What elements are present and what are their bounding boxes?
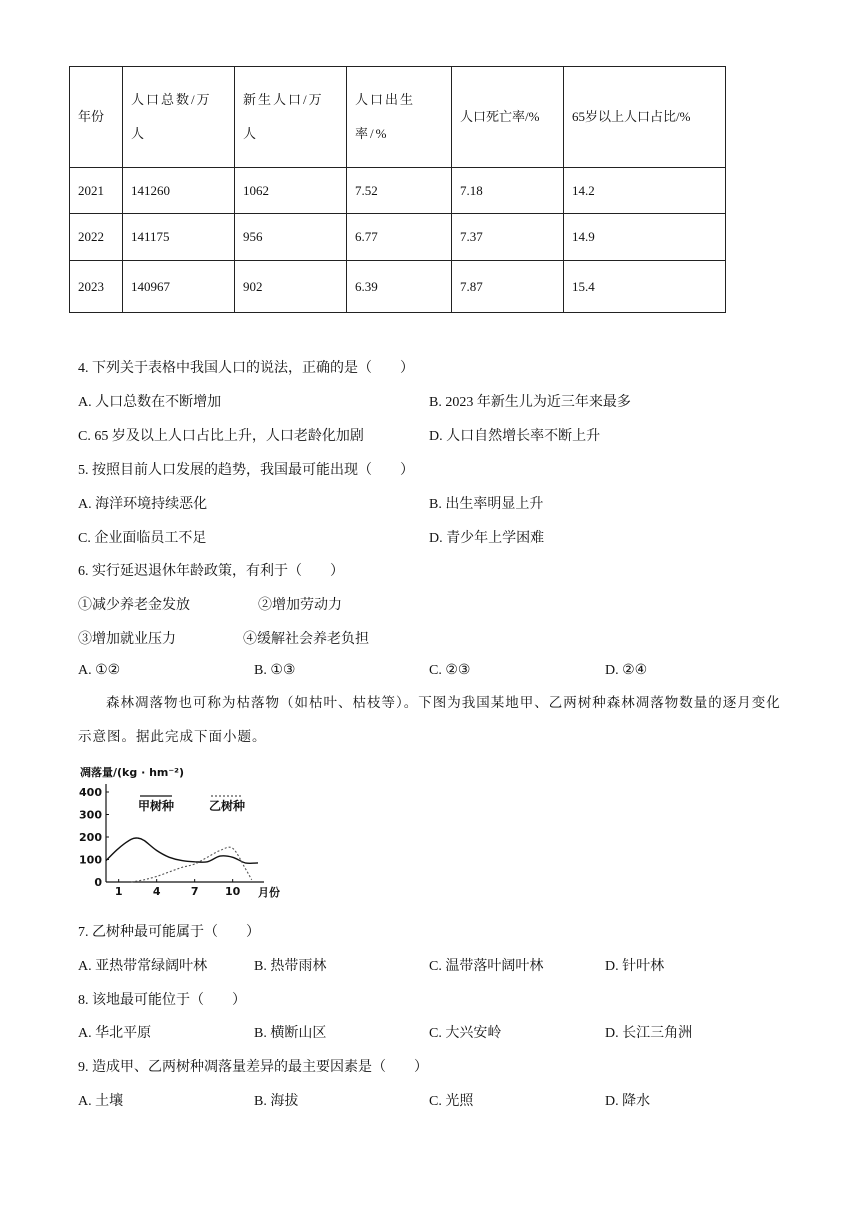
chart-series-line-jia (106, 838, 258, 863)
litterfall-chart (72, 762, 304, 900)
litterfall-chart-svg (72, 762, 304, 900)
table-cell: 6.39 (347, 261, 452, 313)
question-4-option-a: A. 人口总数在不断增加 (78, 395, 222, 410)
question-7-stem: 7. 乙树种最可能属于（ ） (78, 925, 260, 940)
chart-y-tick-label: 100 (79, 853, 102, 867)
table-cell: 902 (235, 261, 347, 313)
question-9-stem: 9. 造成甲、乙两树种凋落量差异的最主要因素是（ ） (78, 1060, 428, 1075)
question-7-option-c: C. 温带落叶阔叶林 (429, 959, 544, 974)
chart-y-tick-label: 200 (79, 831, 102, 844)
question-5-option-a: A. 海洋环境持续恶化 (78, 497, 208, 512)
question-6-item-2: ②增加劳动力 (258, 598, 342, 613)
question-6-stem: 6. 实行延迟退休年龄政策，有利于（ ） (78, 564, 344, 579)
chart-y-axis-label: 凋落量/(kg · hm⁻²) (80, 766, 185, 779)
table-cell: 7.87 (452, 261, 564, 313)
table-row (70, 214, 726, 261)
table-cell: 141175 (123, 214, 235, 261)
question-7-option-a: A. 亚热带常绿阔叶林 (78, 959, 208, 974)
question-8-option-a: A. 华北平原 (78, 1026, 152, 1041)
chart-x-tick-label: 1 (114, 885, 123, 898)
question-8-stem: 8. 该地最可能位于（ ） (78, 993, 246, 1008)
question-9-option-d: D. 降水 (605, 1094, 651, 1109)
question-9-option-a: A. 土壤 (78, 1094, 124, 1109)
question-4-option-b: B. 2023 年新生儿为近三年来最多 (429, 395, 631, 410)
table-cell: 2023 (70, 261, 123, 313)
table-cell: 7.37 (452, 214, 564, 261)
table-header-row (70, 67, 726, 168)
chart-series-group (106, 838, 258, 882)
table-cell: 14.2 (564, 168, 726, 214)
table-cell: 1062 (235, 168, 347, 214)
table-cell: 141260 (123, 168, 235, 214)
question-9-option-b: B. 海拔 (254, 1094, 299, 1109)
question-6-option-b: B. ①③ (254, 663, 296, 678)
population-table (69, 66, 726, 313)
question-4-option-d: D. 人口自然增长率不断上升 (429, 429, 601, 444)
question-9-option-c: C. 光照 (429, 1094, 474, 1109)
question-6-option-d: D. ②④ (605, 663, 648, 678)
question-4-stem: 4. 下列关于表格中我国人口的说法，正确的是（ ） (78, 361, 414, 376)
table-cell: 15.4 (564, 261, 726, 313)
header-cell-birth-rate: 人口出生率/% (347, 67, 452, 168)
question-5-stem: 5. 按照目前人口发展的趋势，我国最可能出现（ ） (78, 463, 414, 478)
chart-y-tick-label: 300 (79, 808, 102, 822)
question-5-option-c: C. 企业面临员工不足 (78, 531, 207, 546)
question-7-option-d: D. 针叶林 (605, 959, 665, 974)
table-cell: 2021 (70, 168, 123, 214)
question-8-option-c: C. 大兴安岭 (429, 1026, 502, 1041)
question-4-option-c: C. 65 岁及以上人口占比上升，人口老龄化加剧 (78, 429, 364, 444)
intro-paragraph: 森林凋落物也可称为枯落物（如枯叶、枯枝等）。下图为我国某地甲、乙两树种森林凋落物数量的逐月变化示意图。据此完成下面小题。 (78, 695, 781, 745)
table-cell: 14.9 (564, 214, 726, 261)
table-cell: 2022 (70, 214, 123, 261)
question-8-option-b: B. 横断山区 (254, 1026, 327, 1041)
chart-y-tick-label: 0 (94, 876, 102, 889)
question-6-item-4: ④缓解社会养老负担 (243, 632, 369, 647)
chart-y-tick-label: 400 (79, 786, 102, 799)
table-cell: 7.18 (452, 168, 564, 214)
question-5-option-d: D. 青少年上学困难 (429, 531, 545, 546)
chart-series-line-yi (131, 847, 251, 882)
chart-legend-label: 乙树种 (208, 799, 246, 813)
table-cell: 956 (235, 214, 347, 261)
header-cell-year: 年份 (70, 67, 123, 168)
chart-x-tick-label: 7 (190, 885, 199, 898)
question-6-item-1: ①减少养老金发放 (78, 598, 190, 613)
question-6-item-3: ③增加就业压力 (78, 632, 176, 647)
question-5-option-b: B. 出生率明显上升 (429, 497, 544, 512)
question-7-option-b: B. 热带雨林 (254, 959, 327, 974)
chart-legend-label: 甲树种 (137, 799, 175, 813)
question-8-option-d: D. 长江三角洲 (605, 1026, 693, 1041)
table-row (70, 168, 726, 214)
header-cell-newborn: 新生人口/万人 (235, 67, 347, 168)
chart-x-tick-label: 10 (225, 885, 241, 898)
chart-x-axis-label: 月份 (258, 886, 280, 899)
header-cell-elderly: 65岁以上人口占比/% (564, 67, 726, 168)
table-cell: 6.77 (347, 214, 452, 261)
question-6-option-c: C. ②③ (429, 663, 471, 678)
chart-x-tick-label: 4 (152, 885, 161, 898)
header-cell-death-rate: 人口死亡率/% (452, 67, 564, 168)
question-6-option-a: A. ①② (78, 663, 121, 678)
chart-y-ticks (79, 786, 109, 889)
table-cell: 140967 (123, 261, 235, 313)
table-row (70, 261, 726, 313)
chart-legend (138, 796, 245, 813)
header-cell-total: 人口总数/万人 (123, 67, 235, 168)
table-cell: 7.52 (347, 168, 452, 214)
